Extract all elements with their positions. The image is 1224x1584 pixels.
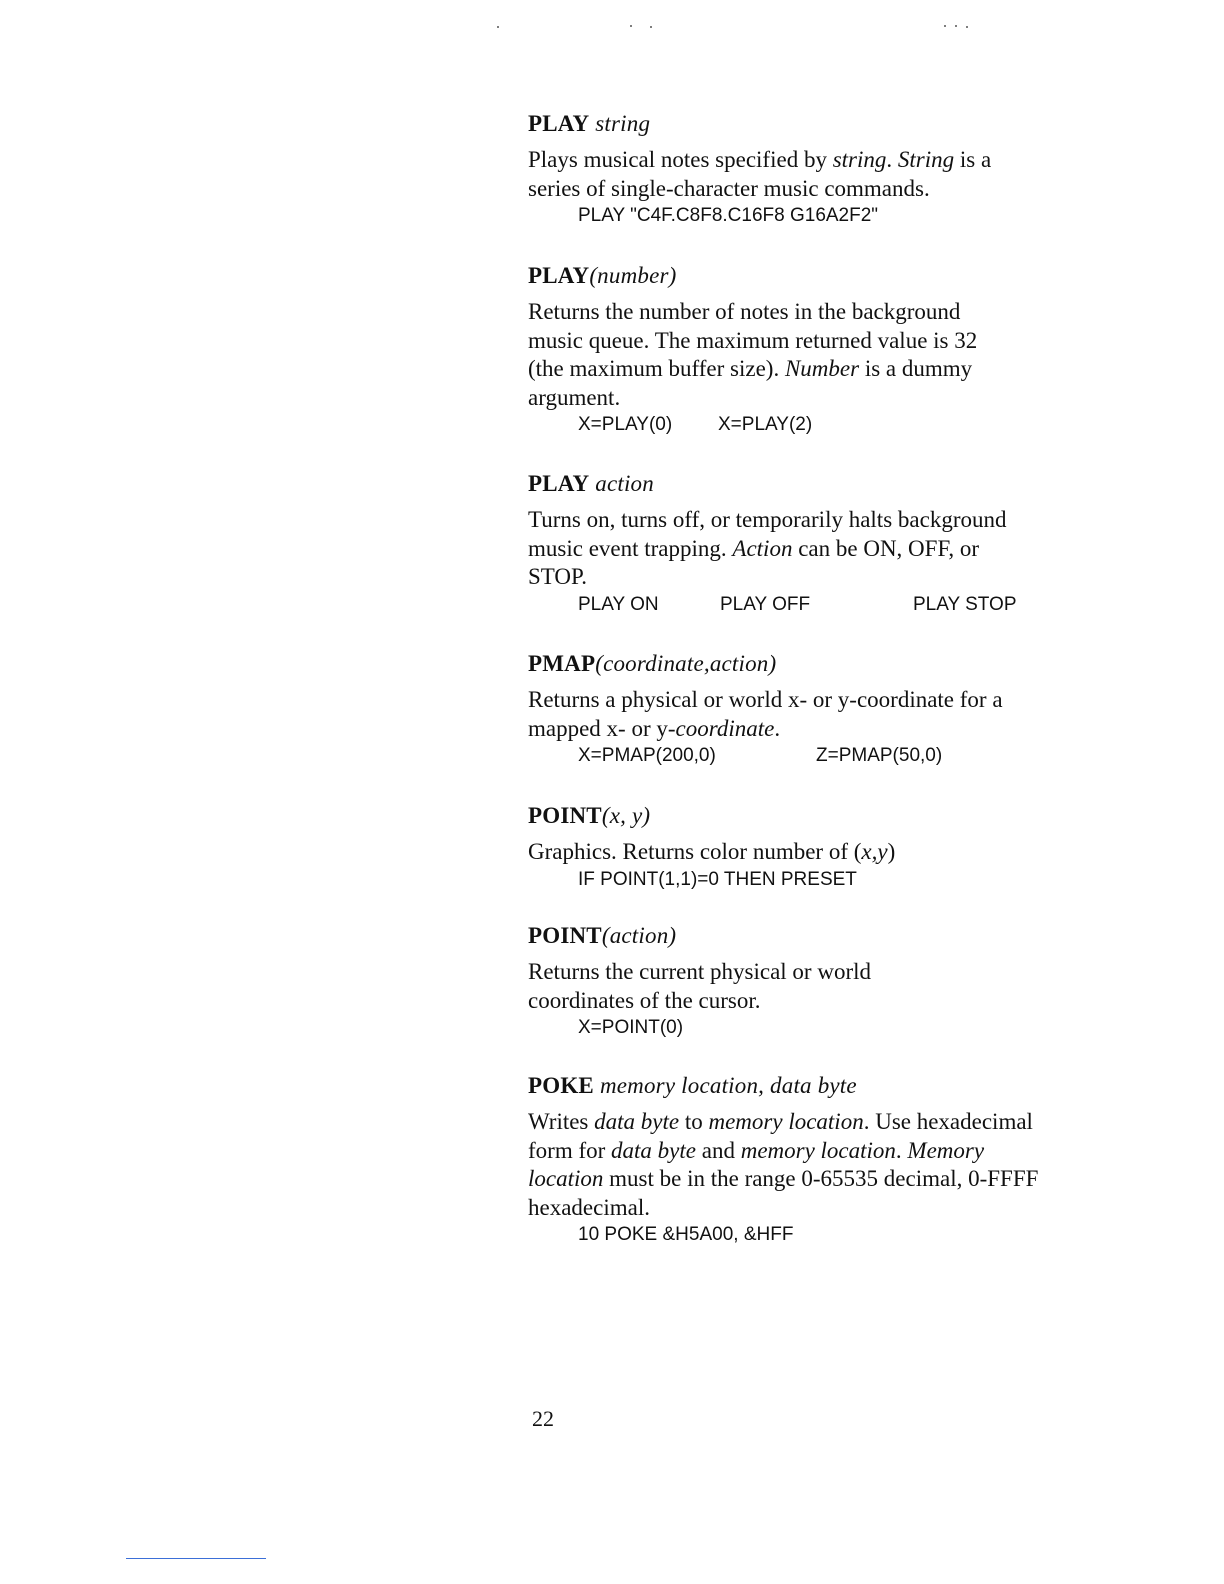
desc-italic: memory location [708,1109,864,1134]
keyword: POINT [528,923,602,948]
code-example: PLAY STOP [913,593,1017,615]
code-example: PLAY OFF [720,593,811,615]
code-example: PLAY ON [578,593,659,615]
keyword: POINT [528,803,602,828]
desc-text: . [774,715,781,741]
desc-text: Graphics. Returns color number of ( [528,839,862,864]
code-example: X=PMAP(200,0) [578,745,716,766]
code-example: Z=PMAP(50,0) [816,745,943,766]
desc-italic: Memory location [528,1137,985,1191]
entry-heading [528,1072,1088,1100]
code-example: X=PLAY(0) [578,414,673,435]
entry-play-number [528,262,1088,438]
desc-text: Plays musical notes specified by [528,147,833,172]
keyword: PLAY [528,111,590,136]
code-example: X=PLAY(2) [718,414,813,435]
entry-description [528,958,958,1015]
desc-text: . Use hexadecimal form for [528,1109,1033,1163]
desc-italic: x,y [861,839,888,864]
argument: memory location, data byte [599,1073,857,1098]
desc-text: to [679,1109,709,1134]
entry-description [528,146,1048,203]
desc-italic: coordinate [675,715,775,741]
example-row [578,412,1088,438]
desc-italic: Action [732,535,793,561]
entry-heading [528,470,1088,498]
argument: (x, y) [601,803,651,828]
code-example: PLAY "C4F.C8F8.C16F8 G16A2F2" [578,205,879,226]
desc-text: is a series of single-character music commands. [528,147,992,201]
entry-description [528,1108,1053,1222]
desc-italic: String [897,147,955,172]
scan-artifacts [0,22,1224,32]
entry-description [528,838,1058,867]
code-example: X=POINT(0) [578,1017,684,1038]
example-row [578,867,1088,893]
entry-heading [528,110,1088,138]
desc-text: . [886,147,898,172]
entry-description [528,686,1053,743]
desc-text: and [695,1137,741,1163]
desc-text: Writes [528,1109,595,1134]
entry-heading [528,650,1088,678]
argument: string [595,111,651,136]
desc-text: Returns a physical or world x- or y-coordinate for a mapped x- or y- [528,687,1003,741]
code-example: IF POINT(1,1)=0 THEN PRESET [578,868,857,890]
entry-heading [528,922,1088,950]
entry-heading [528,802,1088,830]
keyword: PLAY [528,471,590,496]
entry-heading [528,262,1088,290]
page-number: 22 [532,1406,554,1431]
entry-point-action [528,922,1088,1041]
desc-italic: data byte [611,1137,696,1163]
desc-italic: memory location [740,1137,896,1163]
desc-text: Returns the number of notes in the background music queue. The maximum returned value is 32 (the maximum buffer size). [528,299,978,381]
argument: (action) [601,923,677,948]
example-row [578,1222,1088,1248]
entry-pmap [528,650,1088,769]
entry-poke [528,1072,1088,1248]
argument: (number) [589,263,677,288]
entry-point-xy [528,802,1088,893]
entry-play-string [528,110,1088,229]
entry-play-action [528,470,1088,618]
example-row [578,743,1088,769]
example-row [578,1015,1088,1041]
keyword: PMAP [528,651,596,676]
desc-text: must be in the range 0-65535 decimal, 0-FFFF hexadecimal. [528,1166,1039,1220]
desc-italic: data byte [594,1109,680,1134]
desc-text: ) [887,839,896,864]
argument: (coordinate,action) [595,651,777,676]
entry-description [528,298,993,412]
argument: action [595,471,654,496]
desc-text: Returns the current physical or world coordinates of the cursor. [528,959,871,1013]
desc-italic: Number [784,356,860,381]
keyword: PLAY [528,263,590,288]
keyword: POKE [528,1073,594,1098]
desc-italic: string [832,147,887,172]
example-row [578,203,1088,229]
desc-text: . [895,1137,908,1163]
footer-rule [126,1558,266,1559]
entry-description [528,506,1043,592]
desc-text: is a dummy argument. [528,356,973,410]
desc-text: can be ON, OFF, or STOP. [528,535,980,589]
desc-text: Turns on, turns off, or temporarily halts background music event trapping. [528,507,1007,561]
code-example: 10 POKE &H5A00, &HFF [578,1224,794,1245]
example-row [578,592,1088,618]
